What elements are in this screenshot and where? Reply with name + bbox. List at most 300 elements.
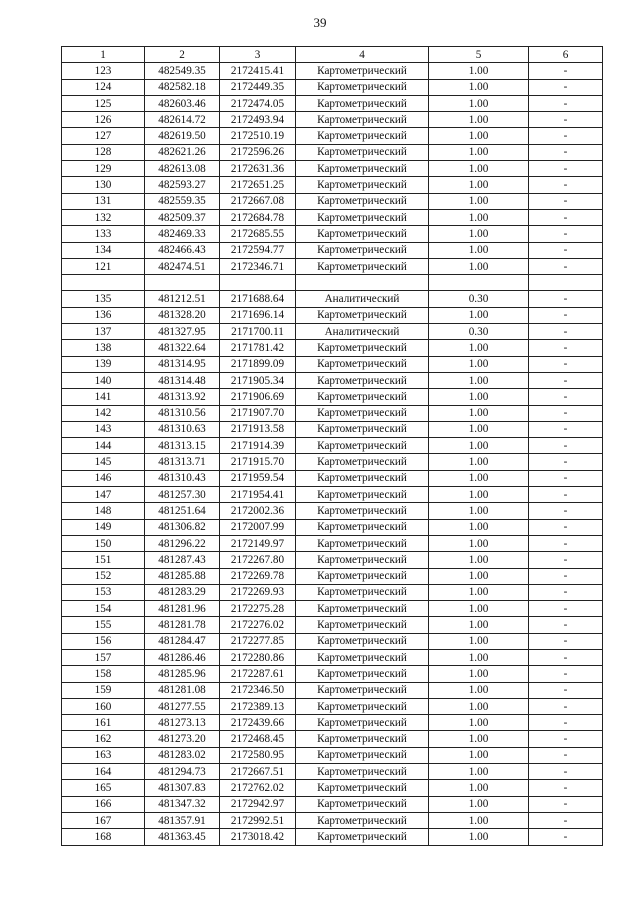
table-cell: 158 [62,666,145,682]
table-cell: 481307.83 [145,780,220,796]
table-cell: 2171688.64 [220,291,296,307]
table-cell: - [529,747,603,763]
table-cell: 165 [62,780,145,796]
table-cell: Картометрический [296,666,429,682]
table-body-contour-2 [62,291,603,845]
table-cell: - [529,405,603,421]
table-cell: - [529,209,603,225]
table-cell: 135 [62,291,145,307]
table-cell: 156 [62,633,145,649]
table-cell: 136 [62,307,145,323]
table-cell: 1.00 [429,503,529,519]
table-cell: - [529,535,603,551]
table-cell: 1.00 [429,470,529,486]
table-row [62,698,603,714]
table-cell: 2171899.09 [220,356,296,372]
table-separator [62,275,603,291]
table-cell: 157 [62,649,145,665]
table-cell: 124 [62,79,145,95]
table-cell: Картометрический [296,258,429,274]
table-cell: 2172684.78 [220,209,296,225]
table-cell: 138 [62,340,145,356]
table-cell: 155 [62,617,145,633]
table-cell: 482614.72 [145,112,220,128]
table-cell: 1.00 [429,829,529,845]
table-cell: 481287.43 [145,552,220,568]
table-cell: 481257.30 [145,487,220,503]
table-row [62,291,603,307]
table-cell: Картометрический [296,780,429,796]
table-row [62,568,603,584]
table-cell: 1.00 [429,209,529,225]
table-cell: 1.00 [429,258,529,274]
table-cell: Картометрический [296,519,429,535]
table-row [62,487,603,503]
table-cell: Картометрический [296,405,429,421]
table-cell [220,275,296,291]
table-cell: 1.00 [429,144,529,160]
table-cell: Картометрический [296,584,429,600]
table-cell: Аналитический [296,324,429,340]
table-cell: 481212.51 [145,291,220,307]
table-row [62,780,603,796]
table-cell: - [529,503,603,519]
table-cell: 481281.96 [145,601,220,617]
column-header: 4 [296,47,429,63]
table-cell: 123 [62,63,145,79]
table-cell: 2173018.42 [220,829,296,845]
table-cell: 2172002.36 [220,503,296,519]
table-cell: Картометрический [296,503,429,519]
table-cell: 143 [62,421,145,437]
table-cell: Картометрический [296,79,429,95]
table-cell: 481328.20 [145,307,220,323]
table-cell: 1.00 [429,682,529,698]
table-row [62,405,603,421]
table-row [62,812,603,828]
table-cell: Картометрический [296,193,429,209]
table-cell: 2172449.35 [220,79,296,95]
table-cell: 2172007.99 [220,519,296,535]
table-cell: 481285.96 [145,666,220,682]
table-cell: 2172510.19 [220,128,296,144]
table-cell: 1.00 [429,812,529,828]
table-cell: Картометрический [296,95,429,111]
table-cell: - [529,63,603,79]
table-cell: Картометрический [296,340,429,356]
table-cell: 481314.95 [145,356,220,372]
table-cell: - [529,682,603,698]
table-cell: 2171696.14 [220,307,296,323]
table-cell: 2171954.41 [220,487,296,503]
table-cell: 2171907.70 [220,405,296,421]
column-header: 2 [145,47,220,63]
table-row [62,307,603,323]
table-cell: 137 [62,324,145,340]
table-cell: - [529,177,603,193]
table-cell: 1.00 [429,63,529,79]
table-cell: 1.00 [429,487,529,503]
table-row [62,666,603,682]
table-row [62,372,603,388]
table-cell: - [529,389,603,405]
table-cell: Картометрический [296,731,429,747]
table-cell: Картометрический [296,764,429,780]
table-cell: 1.00 [429,421,529,437]
table-cell: Картометрический [296,535,429,551]
table-cell: 2172594.77 [220,242,296,258]
table-row [62,633,603,649]
table-row [62,161,603,177]
table-cell: 0.30 [429,324,529,340]
table-cell: 482466.43 [145,242,220,258]
table-row [62,535,603,551]
table-cell: 482619.50 [145,128,220,144]
table-cell: 141 [62,389,145,405]
table-cell: Картометрический [296,470,429,486]
table-cell: - [529,226,603,242]
table-cell: 481306.82 [145,519,220,535]
table-cell: 481310.43 [145,470,220,486]
table-cell: 147 [62,487,145,503]
table-cell: 1.00 [429,177,529,193]
table-cell: - [529,79,603,95]
table-cell: - [529,552,603,568]
table-cell: 2171915.70 [220,454,296,470]
table-cell: 481281.78 [145,617,220,633]
table-cell: 2172276.02 [220,617,296,633]
table-cell: 1.00 [429,112,529,128]
table-cell: - [529,112,603,128]
table-body-contour-1 [62,63,603,275]
table-cell: - [529,519,603,535]
table-cell: 2172493.94 [220,112,296,128]
table-cell: - [529,796,603,812]
table-cell: Картометрический [296,421,429,437]
table-cell: 2171914.39 [220,438,296,454]
table-cell: 146 [62,470,145,486]
column-header: 5 [429,47,529,63]
column-header: 1 [62,47,145,63]
table-cell: 2172389.13 [220,698,296,714]
table-cell: 2172992.51 [220,812,296,828]
table-cell: 0.30 [429,291,529,307]
table-cell: Картометрический [296,242,429,258]
table-cell: 1.00 [429,568,529,584]
table-row [62,584,603,600]
table-cell: 168 [62,829,145,845]
table-row [62,193,603,209]
table-cell: 1.00 [429,633,529,649]
table-cell: Картометрический [296,487,429,503]
table-cell: 1.00 [429,95,529,111]
table-cell: 152 [62,568,145,584]
table-cell: 482603.46 [145,95,220,111]
table-cell: - [529,568,603,584]
table-cell: 2172280.86 [220,649,296,665]
table-cell: 2172149.97 [220,535,296,551]
table-cell: 150 [62,535,145,551]
separator-row [62,275,603,291]
table-cell [145,275,220,291]
table-cell: 128 [62,144,145,160]
table-row [62,242,603,258]
table-row [62,144,603,160]
table-cell: 1.00 [429,519,529,535]
table-cell: - [529,633,603,649]
table-cell: - [529,454,603,470]
table-cell: 481273.13 [145,715,220,731]
table-cell: 1.00 [429,796,529,812]
table-cell: Картометрический [296,454,429,470]
table-cell: 1.00 [429,715,529,731]
table-cell: 1.00 [429,601,529,617]
table-cell: 148 [62,503,145,519]
table-cell: 2172631.36 [220,161,296,177]
table-row [62,356,603,372]
table-cell: 2171913.58 [220,421,296,437]
table-cell: Картометрический [296,601,429,617]
table-row [62,519,603,535]
table-cell: - [529,340,603,356]
table-row [62,829,603,845]
table-cell: Картометрический [296,747,429,763]
table-cell: - [529,193,603,209]
table-cell: 2172942.97 [220,796,296,812]
table-cell: 481285.88 [145,568,220,584]
table-cell: 481277.55 [145,698,220,714]
table-cell: 134 [62,242,145,258]
table-cell: 1.00 [429,79,529,95]
table-cell: 481284.47 [145,633,220,649]
table-cell: 163 [62,747,145,763]
table-cell: - [529,128,603,144]
table-row [62,438,603,454]
table-cell: Картометрический [296,796,429,812]
table-cell: Картометрический [296,715,429,731]
table-cell: Картометрический [296,307,429,323]
table-cell: 2172267.80 [220,552,296,568]
table-row [62,95,603,111]
table-row [62,177,603,193]
table-row [62,649,603,665]
table-cell: 1.00 [429,389,529,405]
table-cell: 481313.15 [145,438,220,454]
table-cell: 482593.27 [145,177,220,193]
table-cell: - [529,715,603,731]
table-cell: Картометрический [296,177,429,193]
table-cell: 2172468.45 [220,731,296,747]
table-cell: 1.00 [429,698,529,714]
table-cell: - [529,258,603,274]
table-header-row [62,47,603,63]
table-cell: - [529,470,603,486]
table-cell [296,275,429,291]
table-cell: 1.00 [429,193,529,209]
table-cell: - [529,144,603,160]
table-cell: 1.00 [429,128,529,144]
table-cell: 481327.95 [145,324,220,340]
table-cell: 481251.64 [145,503,220,519]
table-row [62,324,603,340]
table-cell: - [529,812,603,828]
table-cell: 2172287.61 [220,666,296,682]
table-cell: 139 [62,356,145,372]
table-cell: 161 [62,715,145,731]
table-cell: 2172275.28 [220,601,296,617]
table-cell: - [529,161,603,177]
column-header: 3 [220,47,296,63]
table-cell: 142 [62,405,145,421]
table-cell: - [529,356,603,372]
table-row [62,682,603,698]
table-cell [429,275,529,291]
table-cell: 2172346.50 [220,682,296,698]
table-cell: - [529,372,603,388]
table-cell: 154 [62,601,145,617]
table-cell: 159 [62,682,145,698]
table-cell: 167 [62,812,145,828]
table-cell: - [529,421,603,437]
table-cell: 481314.48 [145,372,220,388]
table-cell: 1.00 [429,666,529,682]
table-cell: 2172762.02 [220,780,296,796]
table-cell: Картометрический [296,128,429,144]
table-cell: 482474.51 [145,258,220,274]
table-row [62,715,603,731]
table-cell: 2172346.71 [220,258,296,274]
table-cell: 481347.32 [145,796,220,812]
table-cell: 482559.35 [145,193,220,209]
table-cell: - [529,291,603,307]
table-cell: - [529,324,603,340]
table-cell: - [529,731,603,747]
table-cell: 2172667.51 [220,764,296,780]
table-row [62,340,603,356]
table-cell: 482613.08 [145,161,220,177]
table-cell: 145 [62,454,145,470]
table-cell: 132 [62,209,145,225]
table-cell: - [529,487,603,503]
table-row [62,764,603,780]
table-cell: 481322.64 [145,340,220,356]
table-cell: Аналитический [296,291,429,307]
table-cell: 481294.73 [145,764,220,780]
table-cell: 129 [62,161,145,177]
table-cell: 2171906.69 [220,389,296,405]
table-cell: 2172269.93 [220,584,296,600]
table-cell: 1.00 [429,161,529,177]
table-cell: - [529,649,603,665]
table-cell: 166 [62,796,145,812]
table-cell: - [529,764,603,780]
table-cell: 162 [62,731,145,747]
table-cell: 481363.45 [145,829,220,845]
table-cell: Картометрический [296,389,429,405]
table-cell: - [529,780,603,796]
table-cell: Картометрический [296,63,429,79]
table-cell: - [529,617,603,633]
table-row [62,731,603,747]
table-cell: Картометрический [296,144,429,160]
table-cell: Картометрический [296,112,429,128]
table-cell: 482621.26 [145,144,220,160]
table-cell: 1.00 [429,372,529,388]
table-cell: 481283.02 [145,747,220,763]
table-cell: 1.00 [429,340,529,356]
table-cell: Картометрический [296,226,429,242]
table-cell: 481310.63 [145,421,220,437]
table-cell: 481313.71 [145,454,220,470]
table-cell: 2172415.41 [220,63,296,79]
table-cell: - [529,829,603,845]
table-cell: 2172685.55 [220,226,296,242]
table-cell [529,275,603,291]
table-cell: 125 [62,95,145,111]
table-row [62,209,603,225]
table-cell: 1.00 [429,617,529,633]
table-cell: Картометрический [296,812,429,828]
table-cell: 2172277.85 [220,633,296,649]
table-cell: 1.00 [429,242,529,258]
table-cell: 481310.56 [145,405,220,421]
table-cell: Картометрический [296,633,429,649]
table-cell: 482582.18 [145,79,220,95]
coordinates-table [61,46,603,846]
table-cell: 1.00 [429,535,529,551]
table-cell: 1.00 [429,584,529,600]
table-row [62,389,603,405]
table-cell: 1.00 [429,454,529,470]
table-row [62,63,603,79]
table-cell: 481281.08 [145,682,220,698]
table-row [62,454,603,470]
table-cell: 1.00 [429,780,529,796]
table-cell: 481286.46 [145,649,220,665]
table-cell: 481273.20 [145,731,220,747]
table-cell: - [529,698,603,714]
table-cell: 481296.22 [145,535,220,551]
table-cell: 482509.37 [145,209,220,225]
table-cell: 2171959.54 [220,470,296,486]
table-cell: 153 [62,584,145,600]
table-cell: Картометрический [296,698,429,714]
table-cell: 151 [62,552,145,568]
table-cell: Картометрический [296,649,429,665]
table-cell: - [529,666,603,682]
table-cell: Картометрический [296,209,429,225]
table-cell: 481357.91 [145,812,220,828]
table-cell: 2172580.95 [220,747,296,763]
table-cell: 481283.29 [145,584,220,600]
table-cell: - [529,95,603,111]
table-row [62,470,603,486]
table-row [62,421,603,437]
table-row [62,617,603,633]
table-cell: 2171700.11 [220,324,296,340]
table-cell: 2172269.78 [220,568,296,584]
table-cell: 121 [62,258,145,274]
table-cell: 2172596.26 [220,144,296,160]
table-cell: 482469.33 [145,226,220,242]
table-cell: 2171905.34 [220,372,296,388]
table-cell: Картометрический [296,682,429,698]
table-cell: 1.00 [429,226,529,242]
table-cell: 1.00 [429,731,529,747]
table-cell: - [529,601,603,617]
page-number: 39 [313,15,327,30]
table-row [62,601,603,617]
